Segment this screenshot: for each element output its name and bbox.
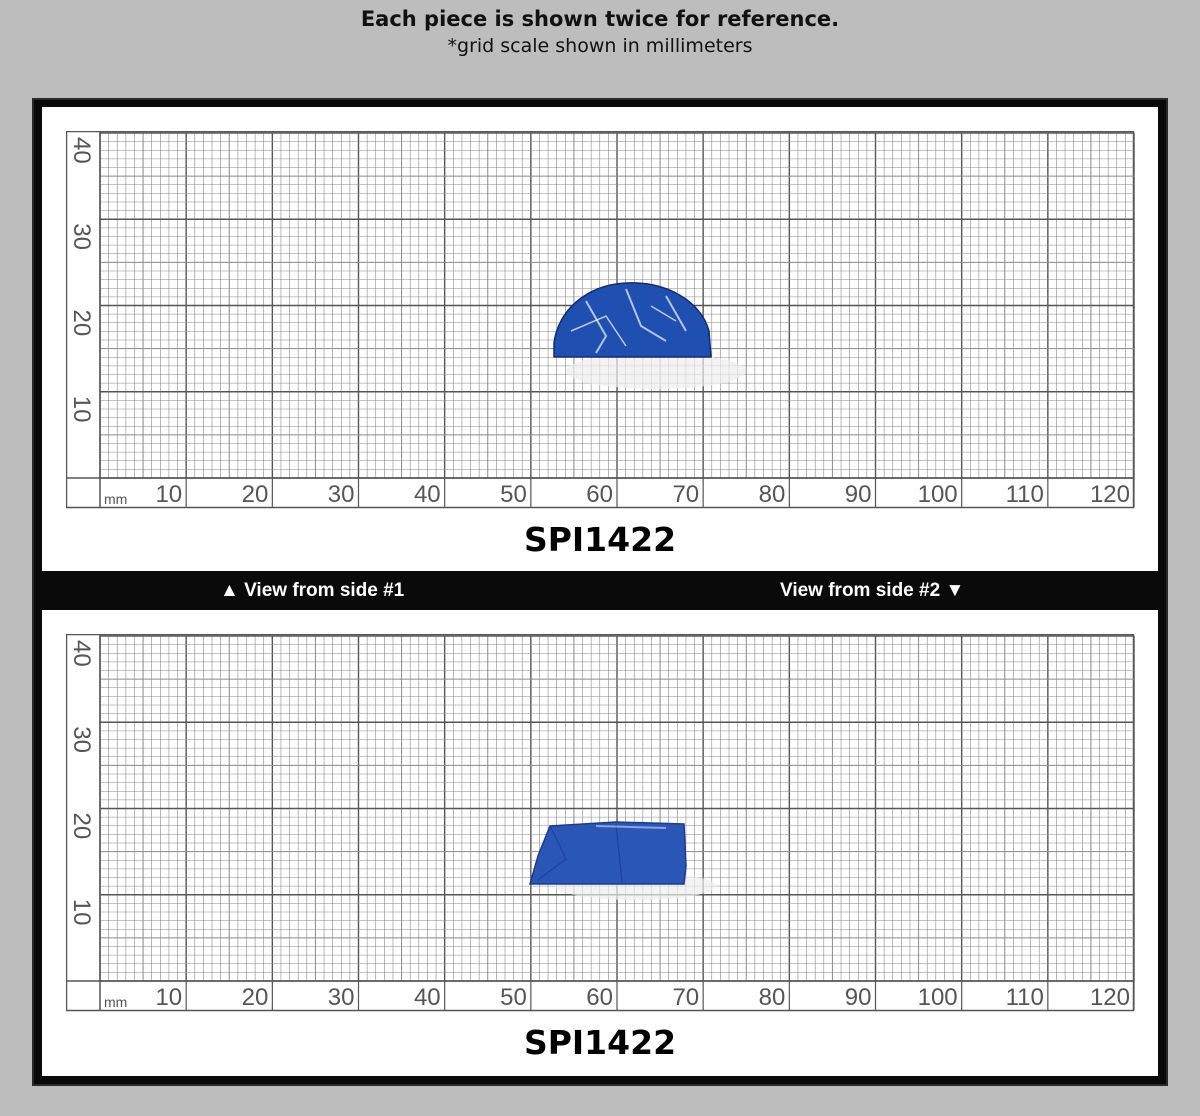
x-tick-label: 110: [1005, 481, 1044, 508]
product-code: SPI1422: [523, 520, 677, 559]
unit-label: mm: [104, 994, 128, 1010]
x-tick-label: 50: [500, 481, 527, 508]
y-tick-label: 20: [68, 812, 95, 840]
product-code: SPI1422: [523, 1023, 677, 1062]
x-tick-label: 40: [413, 984, 441, 1011]
grid-ruler: [66, 634, 1136, 1014]
x-tick-label: 70: [672, 481, 700, 508]
y-tick-label: 30: [68, 223, 95, 250]
y-tick-label: 20: [68, 309, 95, 337]
view-side-1-label: ▲ View from side #1: [220, 580, 405, 601]
gemstone-image: [554, 283, 746, 389]
grid-ruler: [66, 131, 1136, 511]
x-tick-label: 110: [1005, 984, 1044, 1011]
x-tick-label: 50: [500, 984, 527, 1011]
y-tick-label: 40: [68, 640, 95, 667]
x-tick-label: 100: [917, 481, 958, 508]
x-tick-label: 80: [758, 984, 786, 1011]
header-title: Each piece is shown twice for reference.: [360, 7, 840, 31]
x-tick-label: 120: [1089, 481, 1130, 508]
y-tick-label: 40: [68, 137, 95, 164]
x-tick-label: 70: [672, 984, 700, 1011]
view-side-2-label: View from side #2 ▼: [780, 580, 965, 601]
x-tick-label: 10: [155, 984, 183, 1011]
x-tick-label: 20: [241, 984, 269, 1011]
y-tick-label: 10: [68, 395, 95, 423]
x-tick-label: 30: [327, 984, 355, 1011]
panel-side-2: [42, 610, 1158, 1076]
panel-side-1: [42, 107, 1158, 571]
x-tick-label: 100: [917, 984, 958, 1011]
x-tick-label: 60: [586, 984, 613, 1011]
x-tick-label: 80: [758, 481, 786, 508]
header-subtitle: *grid scale shown in millimeters: [447, 35, 753, 57]
gemstone-image: [530, 822, 716, 900]
y-tick-label: 10: [68, 898, 95, 926]
x-tick-label: 40: [413, 481, 441, 508]
x-tick-label: 10: [155, 481, 183, 508]
x-tick-label: 30: [327, 481, 355, 508]
x-tick-label: 120: [1089, 984, 1130, 1011]
x-tick-label: 90: [844, 984, 872, 1011]
unit-label: mm: [104, 491, 128, 507]
y-tick-label: 30: [68, 726, 95, 753]
x-tick-label: 20: [241, 481, 269, 508]
x-tick-label: 60: [586, 481, 613, 508]
x-tick-label: 90: [844, 481, 872, 508]
